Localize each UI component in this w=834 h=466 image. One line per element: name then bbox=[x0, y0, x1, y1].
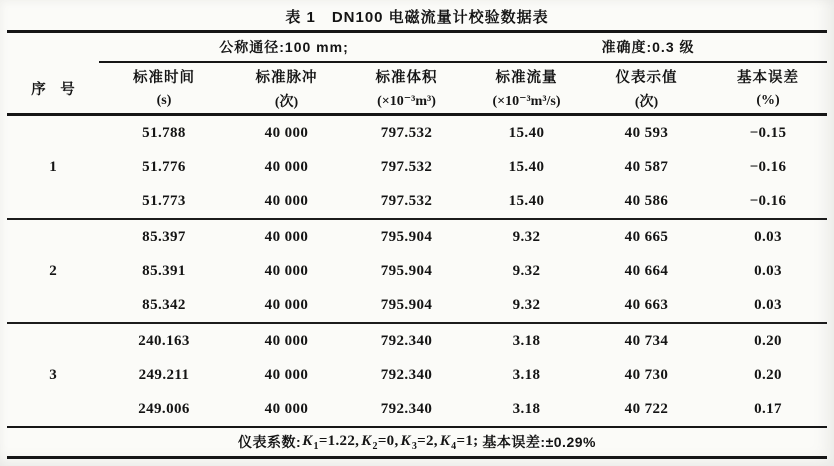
table-cell: 792.340 bbox=[380, 332, 433, 349]
table-cell: 40 663 bbox=[624, 296, 669, 313]
table-cell: 0.03 bbox=[754, 262, 782, 279]
column-header-standard-time: 标准时间 bbox=[133, 69, 195, 86]
table-cell: 40 593 bbox=[624, 124, 669, 141]
table-cell: 3.18 bbox=[512, 332, 541, 349]
column-header-index: 序 号 bbox=[31, 81, 75, 98]
data-group-3 bbox=[7, 322, 827, 426]
table-cell: 40 000 bbox=[264, 158, 309, 175]
table-cell: 40 730 bbox=[624, 366, 669, 383]
table-cell: 797.532 bbox=[380, 124, 433, 141]
column-header-basic-error: 基本误差 bbox=[737, 69, 799, 86]
table-cell: 40 000 bbox=[264, 366, 309, 383]
table-cell: 40 734 bbox=[624, 332, 669, 349]
unit-counts: (次) bbox=[274, 95, 299, 110]
unit-flow: (×10⁻³m³/s) bbox=[492, 93, 561, 109]
table-cell: 40 000 bbox=[264, 192, 309, 209]
header-names-row bbox=[99, 63, 827, 89]
coefficients-label: 仪表系数: bbox=[238, 434, 302, 450]
table-cell: 51.776 bbox=[142, 158, 186, 175]
accuracy-label: 准确度:0.3 级 bbox=[601, 39, 695, 55]
meter-coefficient: $K_2=0$, bbox=[361, 433, 399, 452]
table-cell: 40 000 bbox=[264, 228, 309, 245]
meter-coefficient: $K_4=1$; bbox=[439, 433, 479, 452]
table-row bbox=[99, 220, 827, 254]
table-cell: 40 665 bbox=[624, 228, 669, 245]
table-cell: 40 000 bbox=[264, 262, 309, 279]
nominal-diameter-label: 公称通径:100 mm; bbox=[219, 39, 349, 55]
meter-coefficient: $K_3=2$, bbox=[400, 433, 438, 452]
unit-percent: (%) bbox=[756, 93, 780, 108]
table-cell: 40 000 bbox=[264, 400, 309, 417]
bottom-rule bbox=[7, 456, 827, 459]
table-cell: 51.788 bbox=[142, 124, 186, 141]
table-cell: 795.904 bbox=[380, 228, 433, 245]
table-cell: 9.32 bbox=[512, 262, 541, 279]
table-cell: 0.03 bbox=[754, 296, 782, 313]
table-cell: 792.340 bbox=[380, 400, 433, 417]
table-cell: 40 664 bbox=[624, 262, 669, 279]
group-number: 3 bbox=[49, 366, 57, 383]
table-cell: 85.391 bbox=[142, 262, 186, 279]
table-row bbox=[99, 184, 827, 218]
table-cell: 797.532 bbox=[380, 158, 433, 175]
table-cell: 0.03 bbox=[754, 228, 782, 245]
table-cell: 85.397 bbox=[142, 228, 186, 245]
column-header-indicated-value: 仪表示值 bbox=[615, 69, 678, 86]
table-cell: 3.18 bbox=[512, 366, 541, 383]
unit-seconds: (s) bbox=[156, 93, 172, 108]
basic-error-summary: 基本误差:±0.29% bbox=[482, 434, 596, 450]
group-number: 1 bbox=[49, 158, 57, 175]
table-cell: 9.32 bbox=[512, 296, 541, 313]
table-cell: −0.16 bbox=[749, 158, 787, 175]
table-cell: −0.16 bbox=[749, 192, 787, 209]
table-cell: 797.532 bbox=[380, 192, 433, 209]
table-cell: 249.006 bbox=[138, 400, 190, 417]
table-cell: 795.904 bbox=[380, 262, 433, 279]
meter-coefficient: $K_1=1.22$, bbox=[302, 433, 360, 452]
table-title: 表 1 DN100 电磁流量计校验数据表 bbox=[285, 9, 549, 26]
data-group-2 bbox=[7, 218, 827, 322]
table-cell: 40 722 bbox=[624, 400, 669, 417]
table-cell: 51.773 bbox=[142, 192, 186, 209]
table-cell: 15.40 bbox=[508, 192, 545, 209]
table-header bbox=[7, 63, 827, 113]
table-cell: 40 586 bbox=[624, 192, 669, 209]
table-cell: 40 000 bbox=[264, 296, 309, 313]
table-cell: 0.20 bbox=[754, 332, 782, 349]
header-units-row bbox=[99, 89, 827, 113]
table-row bbox=[99, 288, 827, 322]
table-cell: 15.40 bbox=[508, 124, 545, 141]
table-row bbox=[99, 324, 827, 358]
table-cell: 3.18 bbox=[512, 400, 541, 417]
unit-volume: (×10⁻³m³) bbox=[377, 93, 436, 109]
data-group-1 bbox=[7, 116, 827, 218]
table-row bbox=[99, 358, 827, 392]
table-cell: 40 000 bbox=[264, 124, 309, 141]
table-footer bbox=[7, 428, 827, 456]
table-cell: 249.211 bbox=[138, 366, 190, 383]
table-row bbox=[99, 254, 827, 288]
table-cell: 15.40 bbox=[508, 158, 545, 175]
table-cell: −0.15 bbox=[749, 124, 787, 141]
column-header-standard-volume: 标准体积 bbox=[375, 69, 438, 86]
calibration-table bbox=[7, 0, 827, 459]
table-cell: 0.17 bbox=[754, 400, 782, 417]
table-row bbox=[99, 392, 827, 426]
table-cell: 40 587 bbox=[624, 158, 669, 175]
footer-coefficients bbox=[301, 432, 479, 452]
unit-counts-2: (次) bbox=[634, 95, 659, 110]
table-row bbox=[99, 116, 827, 150]
table-cell: 0.20 bbox=[754, 366, 782, 383]
table-cell: 240.163 bbox=[138, 332, 190, 349]
table-body bbox=[7, 116, 827, 426]
group-number: 2 bbox=[49, 262, 57, 279]
table-row bbox=[99, 150, 827, 184]
table-cell: 85.342 bbox=[142, 296, 186, 313]
table-cell: 795.904 bbox=[380, 296, 433, 313]
table-cell: 40 000 bbox=[264, 332, 309, 349]
meta-row bbox=[7, 33, 827, 61]
column-header-standard-flow: 标准流量 bbox=[495, 69, 558, 86]
table-cell: 792.340 bbox=[380, 366, 433, 383]
table-cell: 9.32 bbox=[512, 228, 541, 245]
column-header-standard-pulse: 标准脉冲 bbox=[255, 69, 318, 86]
